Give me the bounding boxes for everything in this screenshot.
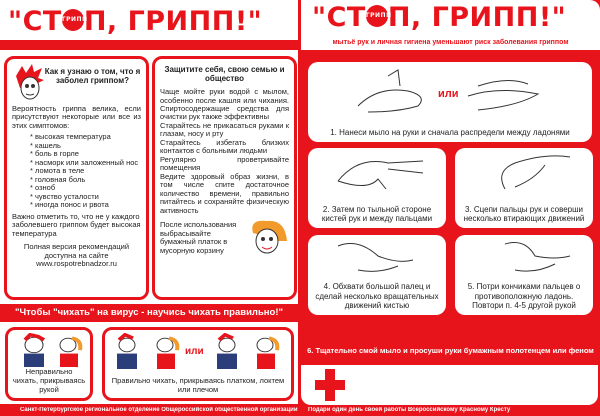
step-caption: 4. Обхвати большой палец и сделай несколько вращательных движений кистью — [315, 282, 439, 311]
protect-item: Старайтесь не прикасаться руками к глазам, носу и рту — [160, 120, 289, 139]
step-card-1 — [308, 62, 592, 142]
hands-back-illustration — [328, 151, 428, 191]
title-part: П, ГРИПП!" — [83, 6, 263, 37]
protect-last-row — [160, 215, 289, 255]
step-card-3 — [455, 148, 593, 228]
or-label: или — [185, 346, 204, 357]
wrong-sneeze-box — [5, 327, 93, 401]
title-part: "СТ — [312, 2, 366, 33]
step-6-text: 6. Тщательно смой мыло и просуши руки бумажным полотенцем или феном — [307, 346, 594, 355]
protect-item: После использования выбрасывайте бумажный платок в мусорную корзину — [160, 220, 237, 255]
gripp-logo: ГРИПП — [366, 5, 388, 27]
symptom-item: * ломота в теле — [30, 167, 141, 175]
protect-item: Регулярно проветривайте помещения — [160, 154, 289, 173]
right-sneeze-box — [102, 327, 294, 401]
symptoms-header — [12, 64, 141, 100]
symptoms-box — [4, 56, 149, 300]
protect-item: Старайтесь избегать близких контактов с больными людьми — [160, 137, 289, 156]
step-caption: 1. Нанеси мыло на руки и сначала распредели между ладонями — [330, 128, 570, 138]
title-stripe — [0, 40, 298, 50]
protect-item: Чаще мойте руки водой с мылом, особенно после кашля или чихания. Спиртосодержащие средства для очистки рук также эффективны — [160, 87, 289, 122]
right-sneeze-caption: Правильно чихать, прикрываясь платком, локтем или плечом — [109, 376, 287, 394]
hands-fingertips-illustration — [475, 238, 575, 274]
title-part: П, ГРИПП!" — [387, 2, 567, 33]
gripp-logo: ГРИПП — [62, 9, 84, 31]
symptom-item: * головная боль — [30, 176, 141, 184]
red-cross-icon — [315, 369, 345, 401]
left-footer: Санкт-Петербургское региональное отделение Общероссийской общественной организации — [20, 407, 298, 413]
step-caption: 5. Потри кончиками пальцев о противоположную ладонь. Повтори п. 4-5 другой рукой — [467, 282, 581, 311]
step-caption: 2. Затем по тыльной стороне кистей рук и между пальцами — [321, 204, 433, 224]
symptoms-note: Важно отметить то, что не у каждого заболевшего гриппом будет высокая температура — [12, 211, 141, 238]
symptom-item: * боль в горле — [30, 150, 141, 158]
or-label: или — [438, 88, 459, 100]
symptom-item: * высокая температура — [30, 133, 141, 141]
symptom-item: * чувство усталости — [30, 193, 141, 201]
step-card-4 — [308, 235, 446, 315]
girl-face-icon — [245, 215, 289, 255]
red-cross-panel — [301, 365, 598, 405]
right-footer: Подари один день своей работы Всероссийскому Красному Кресту — [308, 407, 511, 413]
wrong-sneeze-illustration — [16, 333, 86, 369]
sneeze-slogan: "Чтобы "чихать" на вирус - научись чихать правильно!" — [0, 304, 298, 322]
title-part: "СТ — [8, 6, 62, 37]
step-card-2 — [308, 148, 446, 228]
step-caption: 3. Сцепи пальцы рук и соверши несколько втирающих движений — [463, 204, 585, 224]
right-subtitle: мытьё рук и личная гигиена уменьшают риск заболевания гриппом — [332, 39, 569, 46]
wrong-sneeze-caption: Неправильно чихать, прикрываясь рукой — [12, 367, 86, 394]
protect-item: Ведите здоровый образ жизни, в том числе спите достаточное количество времени, правильно питайтесь и сохраняйте физическую активность — [160, 171, 289, 215]
protect-heading: Защитите себя, свою семью и общество — [164, 65, 285, 84]
left-title — [8, 6, 262, 37]
hands-thumb-illustration — [328, 238, 428, 274]
boy-face-icon — [12, 64, 44, 100]
more-info-link[interactable]: Полная версия рекомендаций доступна на сайте www.rospotrebnadzor.ru — [23, 242, 130, 268]
symptom-item: * озноб — [30, 184, 141, 192]
symptoms-list — [12, 133, 141, 209]
symptoms-intro: Вероятность гриппа велика, если присутствуют некоторые или все из этих симптомов: — [12, 104, 141, 130]
symptom-item: * насморк или заложенный нос — [30, 159, 141, 167]
right-title — [312, 2, 566, 33]
symptom-item: * иногда понос и рвота — [30, 201, 141, 209]
hands-interlock-illustration — [475, 151, 575, 191]
protect-box — [152, 56, 297, 300]
symptoms-heading: Как я узнаю о том, что я заболел гриппом? — [44, 67, 141, 86]
step-card-5 — [455, 235, 593, 315]
symptom-item: * кашель — [30, 142, 141, 150]
